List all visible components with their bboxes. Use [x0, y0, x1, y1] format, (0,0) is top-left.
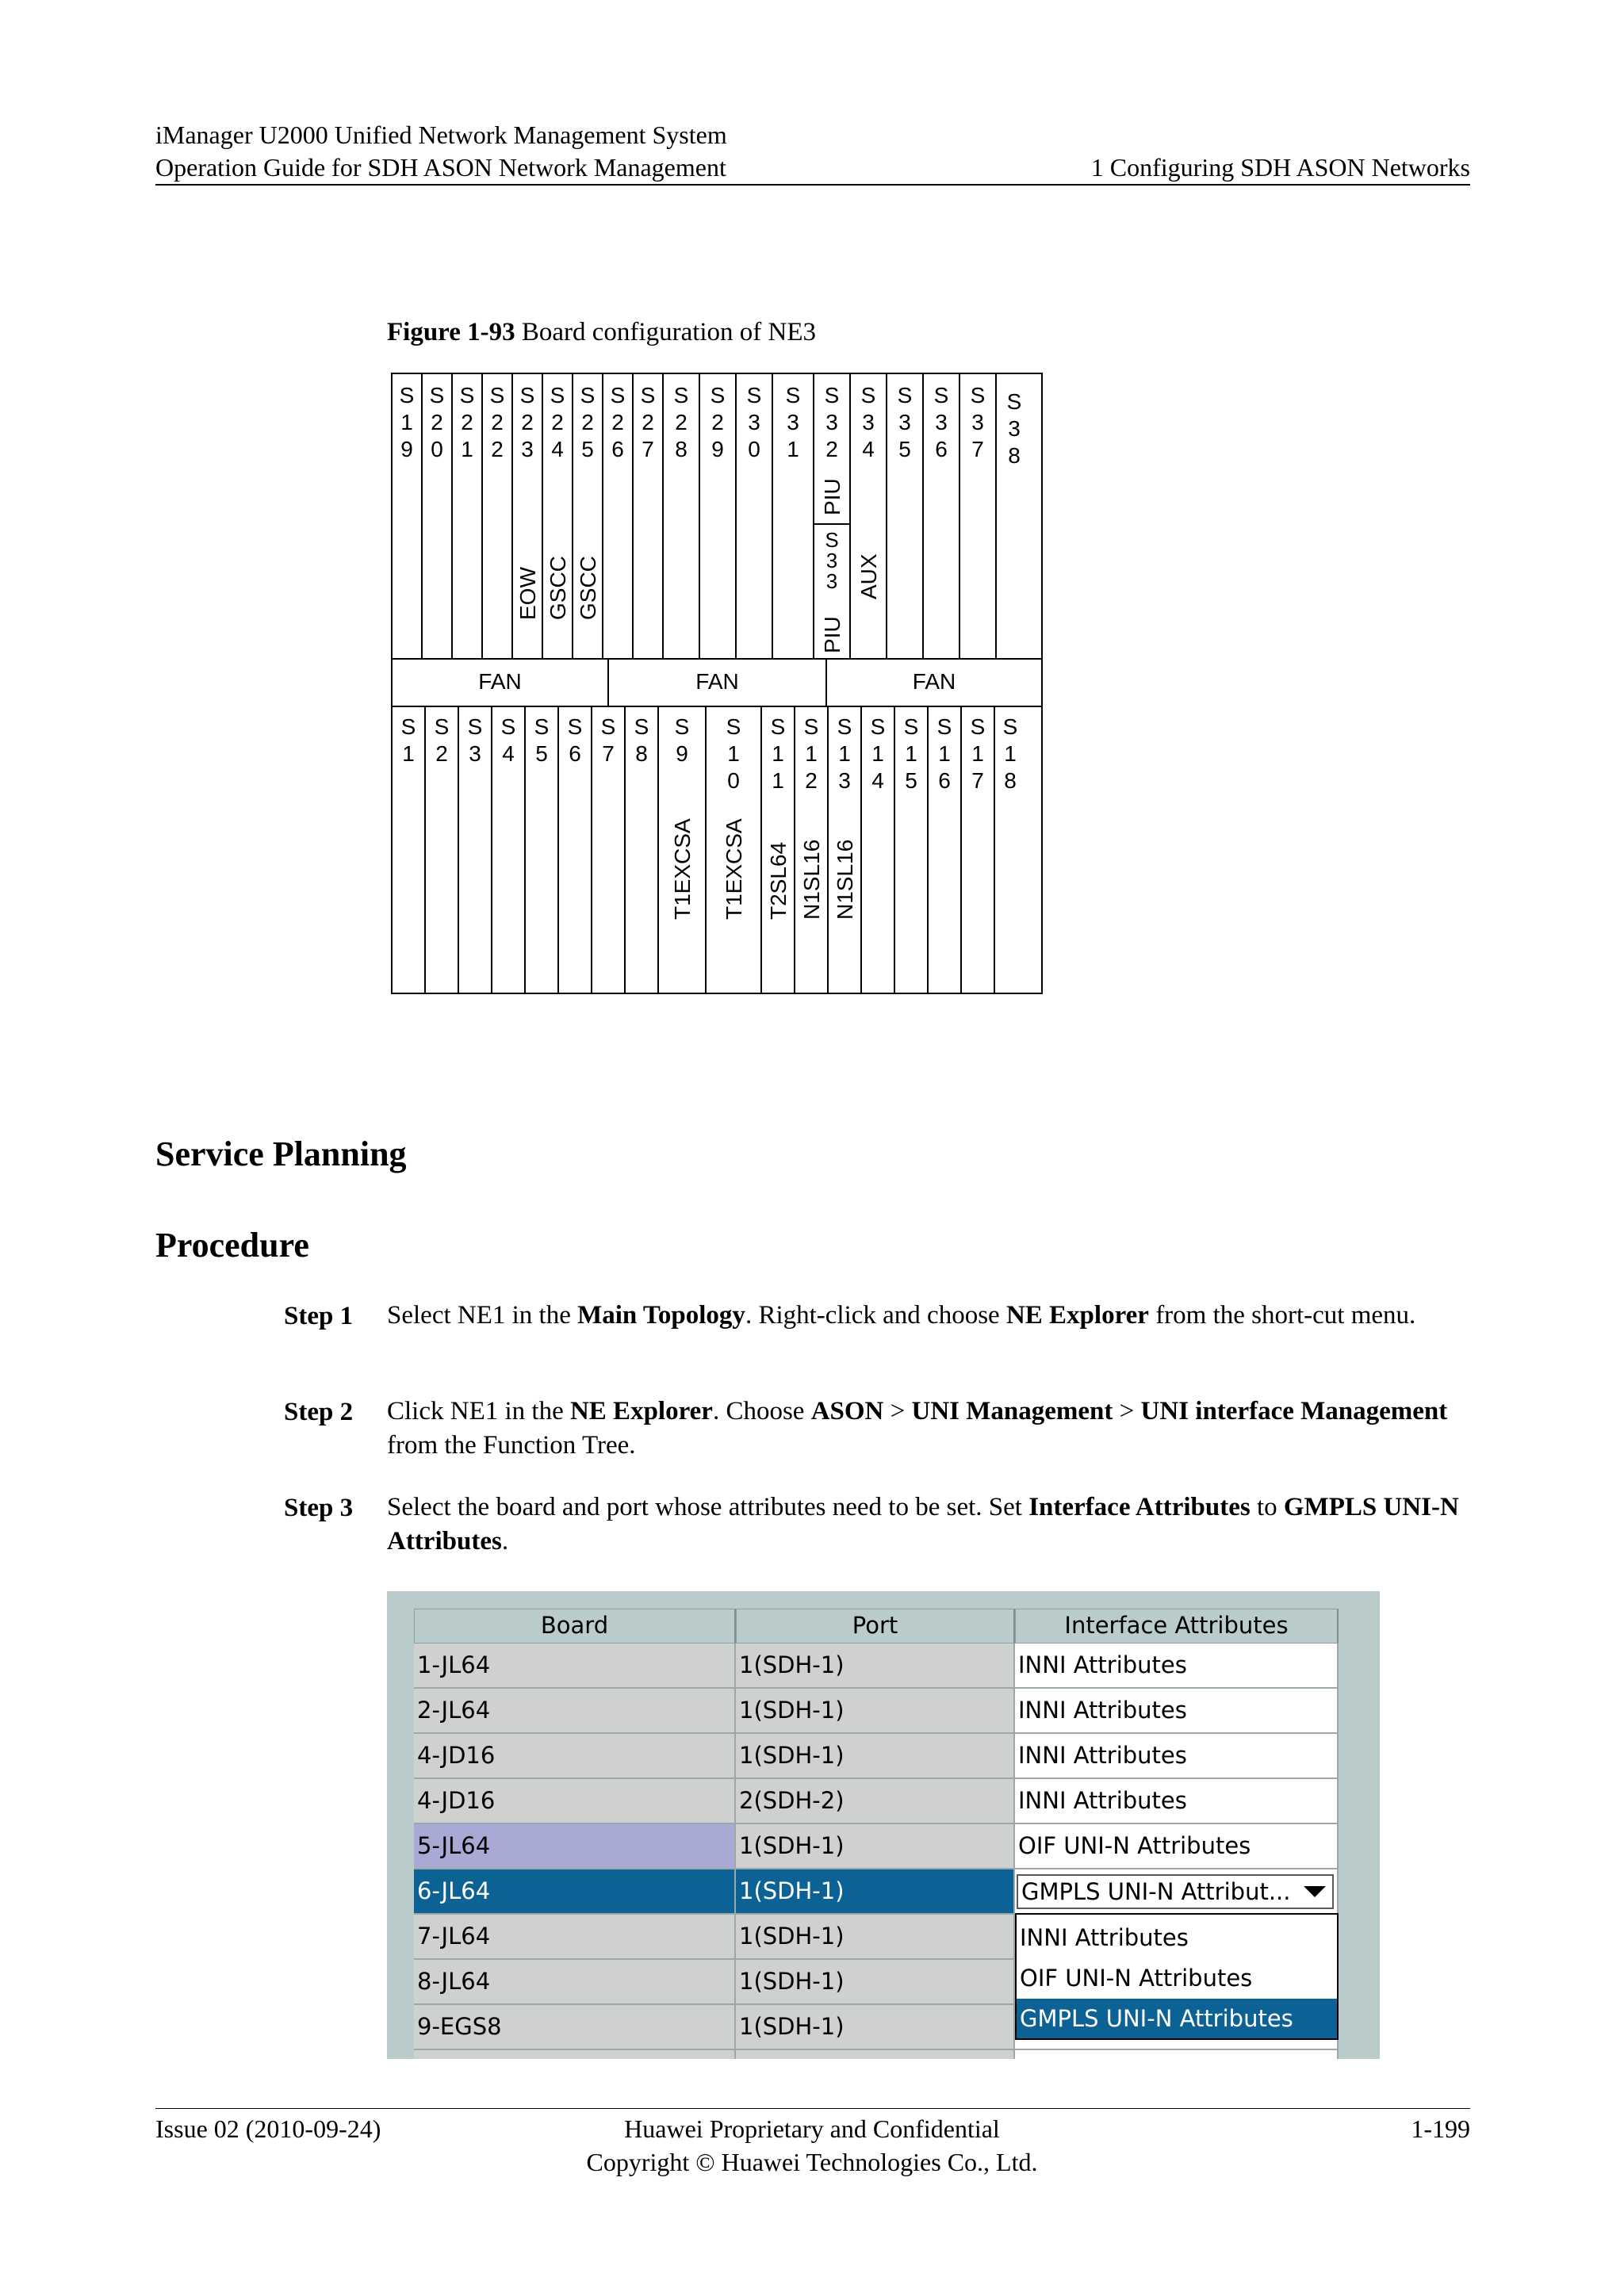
interface-attributes-cell[interactable]: OIF UNI-N Attributes [1015, 1824, 1339, 1869]
slot-char: S [824, 383, 840, 408]
slot-s28 [664, 374, 700, 658]
fan-unit: FAN [609, 660, 827, 706]
slot-char: 2 [491, 437, 504, 461]
step-text-run: > [883, 1397, 912, 1425]
slot-char: 3 [1008, 416, 1021, 441]
port-cell[interactable]: 1(SDH-1) [736, 1869, 1015, 1915]
interface-attributes-cell[interactable] [1015, 1869, 1339, 1915]
slot-char: 9 [676, 741, 688, 766]
slot-char: 1 [905, 741, 917, 766]
slot-number [393, 382, 421, 463]
fan-row [393, 658, 1041, 707]
slot-s38 [997, 374, 1032, 658]
slot-char: 3 [787, 410, 799, 434]
step-ui-term: NE Explorer [1005, 1301, 1149, 1330]
slot-s14 [862, 707, 895, 993]
slot-number [929, 714, 960, 794]
step-ui-term: ASON [810, 1397, 884, 1425]
slot-char: 0 [748, 437, 760, 461]
slot-s31 [773, 374, 814, 658]
slot-char: 5 [581, 437, 594, 461]
board-cell[interactable]: 7-JL64 [414, 1915, 736, 1960]
slot-number [924, 382, 959, 463]
step-text [387, 1490, 1473, 1559]
slot-char: S [726, 714, 741, 739]
slot-char: S [600, 714, 616, 739]
slot-board-label: GSCC [546, 556, 570, 620]
slot-char: 8 [1004, 768, 1017, 793]
slot-number [543, 382, 572, 463]
slot-char: S [933, 383, 949, 408]
board-cell[interactable]: 8-JL64 [414, 1960, 736, 2005]
slot-char: 1 [971, 741, 984, 766]
slot-board-label: GSCC [576, 556, 600, 620]
slot-char: 7 [602, 741, 615, 766]
step-label: Step 3 [284, 1494, 354, 1522]
table-row-partial [1015, 2050, 1339, 2059]
slot-s30 [737, 374, 773, 658]
slot-char: 2 [611, 410, 624, 434]
slot-char: 3 [521, 437, 534, 461]
slot-s3 [459, 707, 492, 993]
slot-number [659, 714, 705, 767]
slot-char: 2 [825, 437, 838, 461]
slot-char: 6 [938, 768, 951, 793]
sub-slot-number [814, 530, 849, 591]
slot-char: S [837, 714, 852, 739]
slot-char: 9 [711, 437, 724, 461]
step-text-run: . Choose [712, 1397, 811, 1425]
step-text-run: . Right-click and choose [745, 1301, 1006, 1330]
slot-number [423, 382, 451, 463]
slot-char: 1 [772, 741, 784, 766]
slot-char: 4 [502, 741, 515, 766]
slot-s12 [795, 707, 829, 993]
slot-s18 [995, 707, 1025, 993]
slot-char: S [640, 383, 656, 408]
slot-board-label: PIU [820, 478, 845, 515]
slot-s19 [393, 374, 423, 658]
slot-char: S [634, 714, 649, 739]
slot-s22 [483, 374, 513, 658]
slot-s11 [762, 707, 795, 993]
step-ui-term: Main Topology [577, 1301, 745, 1330]
slot-char: 3 [971, 410, 984, 434]
step-text-run: Click NE1 in the [387, 1397, 570, 1425]
slot-number [887, 382, 922, 463]
step-text-run: to [1250, 1493, 1284, 1521]
port-cell[interactable]: 1(SDH-1) [736, 1824, 1015, 1869]
slot-char: 4 [871, 768, 884, 793]
step-text-run: > [1113, 1397, 1141, 1425]
footer-copyright: Copyright © Huawei Technologies Co., Ltd. [586, 2148, 1038, 2176]
slot-number [513, 382, 542, 463]
slot-s6 [559, 707, 592, 993]
slot-char: 5 [898, 437, 911, 461]
slot-number [453, 382, 481, 463]
slot-char: 2 [431, 410, 443, 434]
slot-char: S [1002, 714, 1018, 739]
slot-s25 [573, 374, 603, 658]
fan-unit: FAN [912, 669, 956, 694]
slot-s37 [960, 374, 997, 658]
slot-s2 [426, 707, 459, 993]
slot-board-label: T1EXCSA [670, 818, 695, 920]
step-text-run: Select the board and port whose attributes need to be set. Set [387, 1493, 1029, 1521]
slot-char: S [429, 383, 445, 408]
slot-number [492, 714, 524, 767]
slot-s26 [603, 374, 634, 658]
slot-number [393, 714, 424, 767]
slot-char: 1 [772, 768, 784, 793]
slot-char: S [770, 714, 786, 739]
slot-number [960, 382, 995, 463]
slot-char: 3 [825, 410, 838, 434]
slot-char: 1 [805, 741, 818, 766]
slot-char: 6 [569, 741, 581, 766]
step-ui-term: NE Explorer [569, 1397, 713, 1425]
slot-char: S [519, 383, 535, 408]
slot-char: S [746, 383, 762, 408]
slot-s1 [393, 707, 426, 993]
fan-unit: FAN [393, 660, 609, 706]
slot-s17 [962, 707, 995, 993]
slot-char: S [489, 383, 505, 408]
slot-number [773, 382, 813, 463]
slot-board-label: N1SL16 [799, 839, 824, 920]
slot-char: 2 [581, 410, 594, 434]
ui-screenshot [387, 1591, 1380, 2059]
slot-char: 0 [727, 768, 740, 793]
board-cell[interactable]: 1-JL64 [414, 1644, 736, 1689]
slot-char: 7 [642, 437, 654, 461]
header-guide: Operation Guide for SDH ASON Network Management [155, 153, 726, 182]
step-text [387, 1395, 1473, 1463]
step-label: Step 2 [284, 1398, 354, 1426]
step-text-run: from the Function Tree. [387, 1431, 636, 1460]
slot-s27 [634, 374, 664, 658]
slot-number [483, 382, 511, 463]
slot-s21 [453, 374, 483, 658]
slot-char: 0 [431, 437, 443, 461]
slot-char: 1 [871, 741, 884, 766]
slot-char: S [897, 383, 913, 408]
slot-char: S [710, 383, 726, 408]
slot-char: 4 [862, 437, 875, 461]
slot-char: S [903, 714, 919, 739]
port-cell[interactable]: 1(SDH-1) [736, 1734, 1015, 1779]
step-ui-term: GMPLS UNI-N Attributes [387, 1493, 1459, 1556]
dropdown-option[interactable]: INNI Attributes [1020, 1924, 1189, 1951]
slot-s23 [513, 374, 543, 658]
slot-char: S [550, 383, 565, 408]
slot-char: S [673, 383, 689, 408]
slot-char: 3 [748, 410, 760, 434]
slot-s5 [526, 707, 559, 993]
slot-char: 2 [521, 410, 534, 434]
slot-number [962, 714, 994, 794]
slot-s34 [851, 374, 887, 658]
slot-number [737, 382, 772, 463]
port-cell[interactable]: 1(SDH-1) [736, 2005, 1015, 2050]
slot-s9 [659, 707, 707, 993]
slot-char: S [860, 383, 876, 408]
slot-char: S [580, 383, 596, 408]
column-header-board[interactable]: Board [414, 1609, 736, 1644]
slot-char: 1 [787, 437, 799, 461]
slot-char: S [467, 714, 483, 739]
slot-char: 2 [675, 410, 688, 434]
slot-char: 6 [611, 437, 624, 461]
slot-number [573, 382, 602, 463]
slot-number [814, 382, 849, 463]
interface-attributes-cell[interactable]: INNI Attributes [1015, 1689, 1339, 1734]
slot-char: 1 [727, 741, 740, 766]
slot-char: S [459, 383, 475, 408]
slot-char: S [610, 383, 626, 408]
slot-number [634, 382, 662, 463]
board-cell[interactable]: 2-JL64 [414, 1689, 736, 1734]
slot-board-label: N1SL16 [833, 839, 857, 920]
step-ui-term: Interface Attributes [1028, 1493, 1251, 1521]
slot-char: 2 [551, 410, 564, 434]
slot-number [995, 714, 1025, 794]
step-label: Step 1 [284, 1302, 354, 1330]
slot-char: 6 [935, 437, 948, 461]
slot-char: S [970, 383, 986, 408]
slot-s7 [592, 707, 626, 993]
slot-s20 [423, 374, 453, 658]
slot-char: S [534, 714, 550, 739]
slot-char: S [400, 714, 416, 739]
slot-s32 [814, 374, 851, 658]
slot-number [997, 388, 1032, 469]
slot-char: 3 [898, 410, 911, 434]
interface-attributes-cell[interactable]: INNI Attributes [1015, 1644, 1339, 1689]
slot-char: 1 [838, 741, 851, 766]
slot-s15 [895, 707, 929, 993]
header-chapter: 1 Configuring SDH ASON Networks [1090, 153, 1470, 182]
slot-number [559, 714, 591, 767]
slot-number [862, 714, 894, 794]
slot-s35 [887, 374, 924, 658]
interface-attributes-cell[interactable]: INNI Attributes [1015, 1734, 1339, 1779]
slot-s8 [626, 707, 659, 993]
slot-board-label: T2SL64 [766, 841, 791, 920]
board-cell[interactable]: 4-JD16 [414, 1734, 736, 1779]
slot-char: 1 [938, 741, 951, 766]
slot-number [526, 714, 557, 767]
slot-char: 1 [461, 437, 473, 461]
slot-char: 3 [825, 549, 838, 572]
slot-char: S [970, 714, 986, 739]
port-cell[interactable]: 1(SDH-1) [736, 1644, 1015, 1689]
slot-char: S [803, 714, 819, 739]
slot-char: S [567, 714, 583, 739]
port-cell[interactable]: 1(SDH-1) [736, 1960, 1015, 2005]
slot-number [895, 714, 927, 794]
step-ui-term: UNI interface Management [1140, 1397, 1448, 1425]
slot-number [626, 714, 657, 767]
slot-char: 3 [862, 410, 875, 434]
slot-char: 8 [635, 741, 648, 766]
port-cell[interactable]: 1(SDH-1) [736, 1689, 1015, 1734]
slot-char: S [825, 528, 839, 552]
slot-char: S [1006, 389, 1022, 414]
table-row-partial [736, 2050, 1015, 2059]
slot-board-label: EOW [515, 567, 540, 620]
heading-service-planning: Service Planning [155, 1135, 407, 1173]
piu-divider [814, 523, 849, 525]
slot-number [707, 714, 760, 794]
slot-char: 1 [1004, 741, 1017, 766]
dropdown-option[interactable]: GMPLS UNI-N Attributes [1017, 1999, 1337, 2038]
slot-number [459, 714, 491, 767]
interface-attributes-dropdown[interactable] [1015, 1913, 1339, 2040]
port-cell[interactable]: 1(SDH-1) [736, 1915, 1015, 1960]
slot-char: 2 [435, 741, 448, 766]
slot-char: S [500, 714, 516, 739]
column-header-port[interactable]: Port [736, 1609, 1015, 1644]
slot-char: 8 [675, 437, 688, 461]
slot-char: 7 [971, 437, 984, 461]
board-cell[interactable]: 6-JL64 [414, 1869, 736, 1915]
header-product: iManager U2000 Unified Network Management System [155, 121, 727, 149]
footer-issue: Issue 02 (2010-09-24) [155, 2114, 381, 2143]
step-ui-term: UNI Management [911, 1397, 1113, 1425]
board-cell[interactable]: 4-JD16 [414, 1779, 736, 1824]
slot-char: 1 [400, 410, 413, 434]
board-cell[interactable]: 5-JL64 [414, 1824, 736, 1869]
step-text [387, 1299, 1473, 1333]
slot-number [829, 714, 860, 794]
header-rule [155, 184, 1470, 186]
slot-board-label: T1EXCSA [722, 818, 746, 920]
board-cell[interactable]: 9-EGS8 [414, 2005, 736, 2050]
port-cell[interactable]: 2(SDH-2) [736, 1779, 1015, 1824]
slot-char: S [785, 383, 801, 408]
interface-attributes-combo[interactable] [1017, 1874, 1334, 1909]
slot-char: 1 [402, 741, 415, 766]
figure-caption [387, 318, 816, 347]
slot-s16 [929, 707, 962, 993]
slot-char: 2 [642, 410, 654, 434]
slot-number [603, 382, 632, 463]
slot-number [700, 382, 735, 463]
table-row-partial [414, 2050, 736, 2059]
slot-char: 5 [535, 741, 548, 766]
sub-slot-board-label: PIU [820, 616, 845, 653]
slot-char: 2 [711, 410, 724, 434]
slot-number [851, 382, 886, 463]
slot-char: 3 [469, 741, 481, 766]
slot-char: 3 [838, 768, 851, 793]
step-text-run: . [501, 1527, 509, 1556]
slot-char: 4 [551, 437, 564, 461]
slot-char: 7 [971, 768, 984, 793]
slot-s24 [543, 374, 573, 658]
slot-s36 [924, 374, 960, 658]
slot-char: S [936, 714, 952, 739]
slot-s13 [829, 707, 862, 993]
slot-number [762, 714, 794, 794]
slot-char: 2 [461, 410, 473, 434]
footer-confidential: Huawei Proprietary and Confidential [624, 2114, 1000, 2143]
slot-char: 2 [805, 768, 818, 793]
slot-number [426, 714, 458, 767]
slot-char: 9 [400, 437, 413, 461]
combo-value: GMPLS UNI-N Attribut... [1021, 1878, 1291, 1905]
column-header-interface-attributes[interactable]: Interface Attributes [1015, 1609, 1339, 1644]
chevron-down-icon[interactable] [1304, 1886, 1326, 1897]
footer-page-number: 1-199 [1411, 2114, 1470, 2143]
slot-char: S [870, 714, 886, 739]
board-diagram [391, 373, 1043, 994]
slot-char: 2 [491, 410, 504, 434]
slot-char: 3 [935, 410, 948, 434]
slot-number [592, 714, 624, 767]
slot-s29 [700, 374, 737, 658]
slot-char: 5 [905, 768, 917, 793]
slot-number [795, 714, 827, 794]
slot-char: S [434, 714, 450, 739]
slot-s10 [707, 707, 762, 993]
slot-char: S [674, 714, 690, 739]
slot-number [664, 382, 699, 463]
slot-char: 8 [1008, 443, 1021, 468]
figure-title: Board configuration of NE3 [521, 318, 817, 346]
step-text-run: from the short-cut menu. [1148, 1301, 1416, 1330]
dropdown-option[interactable]: OIF UNI-N Attributes [1020, 1965, 1253, 1992]
step-text-run: Select NE1 in the [387, 1301, 578, 1330]
interface-attributes-cell[interactable]: INNI Attributes [1015, 1779, 1339, 1824]
footer-rule [155, 2108, 1470, 2109]
slot-char: 3 [825, 569, 838, 593]
slot-board-label: AUX [856, 553, 881, 599]
slot-s4 [492, 707, 526, 993]
figure-label: Figure 1-93 [387, 318, 515, 346]
slot-char: S [399, 383, 415, 408]
heading-procedure: Procedure [155, 1226, 309, 1265]
